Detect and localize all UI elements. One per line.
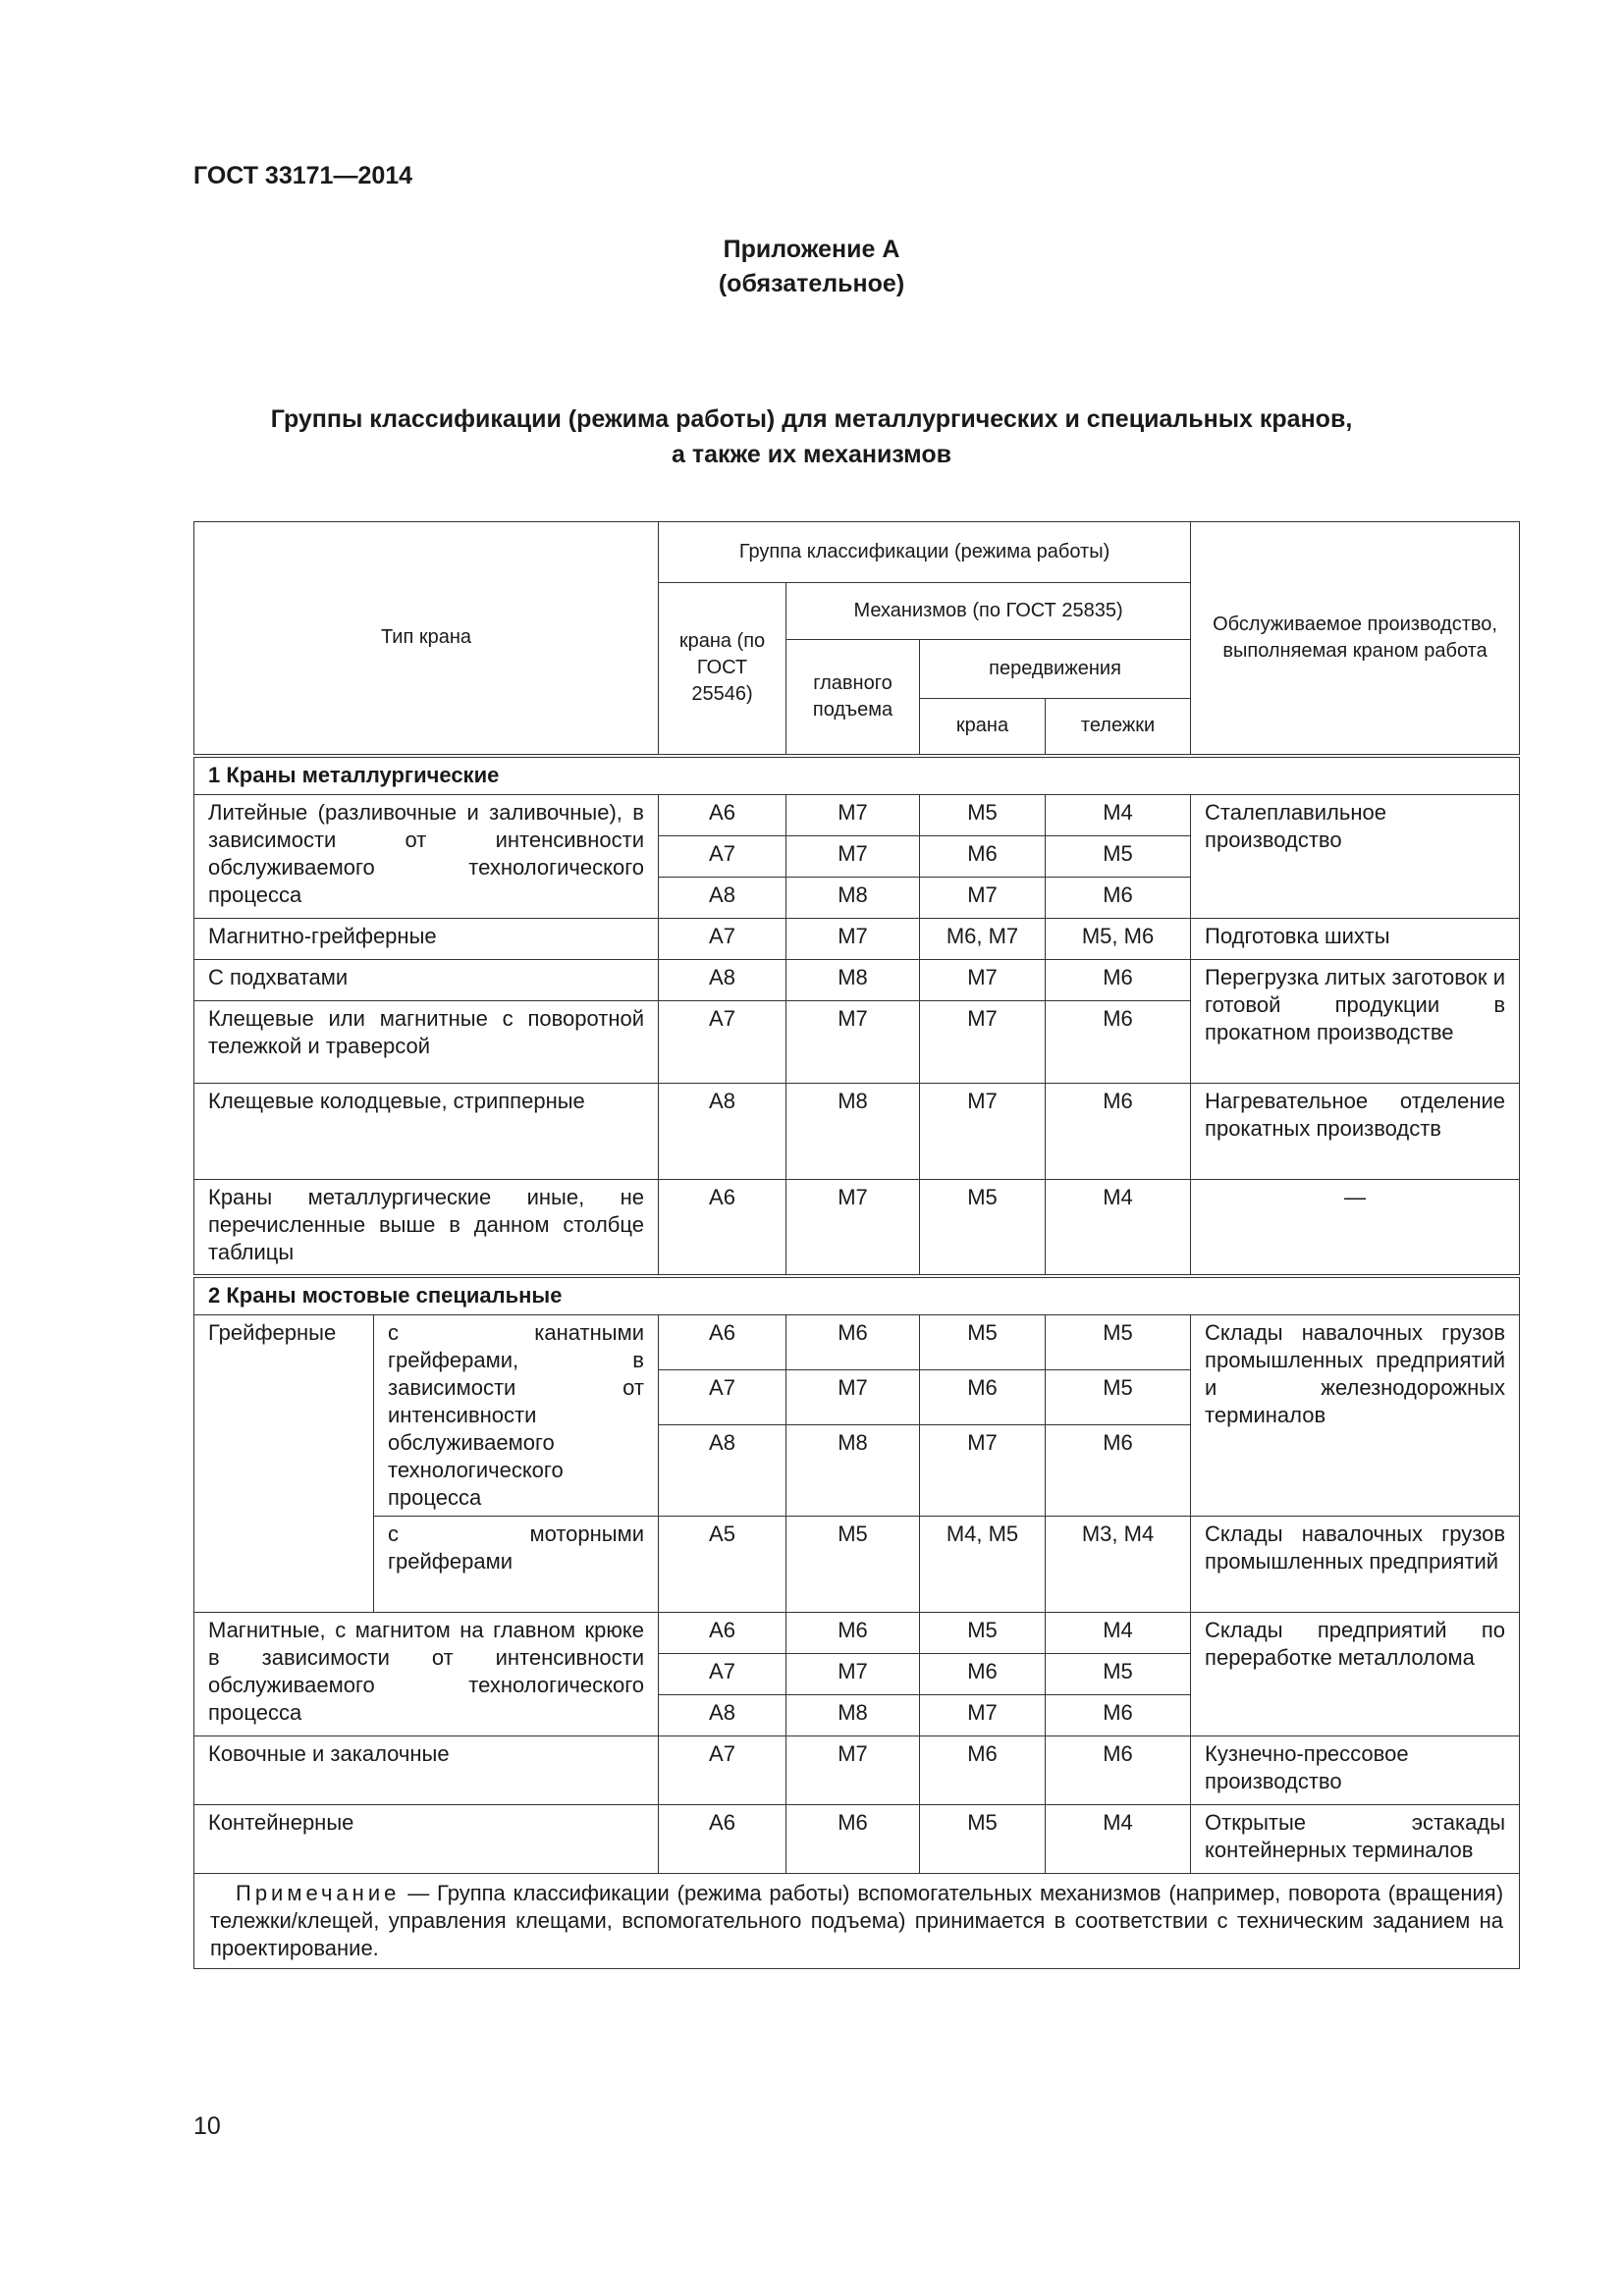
cell-value: А8: [659, 1424, 786, 1516]
cell-value: М7: [920, 1084, 1046, 1180]
row-container-label: Контейнерные: [194, 1805, 659, 1874]
cell-value: М7: [920, 1001, 1046, 1084]
cell-value: М8: [786, 960, 920, 1001]
cell-value: М8: [786, 1084, 920, 1180]
table-title-line2: а также их механизмов: [672, 441, 951, 468]
cell-value: М4: [1046, 1805, 1191, 1874]
classification-table: [193, 521, 1520, 1969]
cell-value: А7: [659, 1736, 786, 1805]
row-other-label: Краны металлургические иные, не перечисленные выше в данном столбце таблицы: [194, 1180, 659, 1276]
header-travel-crane: крана: [920, 699, 1046, 756]
cell-value: А7: [659, 1001, 786, 1084]
cell-value: М7: [786, 836, 920, 878]
row-rope-grab-label: с канатными грейферами, в зависимости от интенсивности обслуживаемого технологического процесса: [374, 1315, 659, 1517]
header-travel: передвижения: [920, 640, 1191, 699]
cell-value: М8: [786, 878, 920, 919]
appendix-title: Приложение А: [723, 236, 900, 263]
row-tong-label: Клещевые или магнитные с поворотной тележкой и траверсой: [194, 1001, 659, 1084]
appendix-status: (обязательное): [718, 270, 905, 297]
cell-value: А6: [659, 795, 786, 836]
cell-value: М6: [1046, 1001, 1191, 1084]
cell-value: М6, М7: [920, 919, 1046, 960]
document-code: ГОСТ 33171—2014: [193, 162, 413, 189]
cell-value: М7: [786, 919, 920, 960]
cell-value: М7: [786, 1654, 920, 1695]
cell-value: М6: [1046, 960, 1191, 1001]
header-mechanisms: Механизмов (по ГОСТ 25835): [786, 583, 1191, 640]
header-crane-type: Тип крана: [194, 522, 659, 756]
page-number: 10: [193, 2112, 221, 2140]
cell-value: А5: [659, 1517, 786, 1613]
header-travel-trolley: тележки: [1046, 699, 1191, 756]
header-main-hoist: главного подъема: [786, 640, 920, 756]
cell-value: М6: [920, 1654, 1046, 1695]
row-magnetic-label: Магнитные, с магнитом на главном крюке в зависимости от интенсивности обслуживаемого технологического процесса: [194, 1613, 659, 1736]
cell-value: М5: [920, 1315, 1046, 1370]
cell-value: М5: [920, 1805, 1046, 1874]
row-grab-label: Грейферные: [194, 1315, 374, 1613]
cell-value: А8: [659, 1695, 786, 1736]
cell-value: М6: [1046, 1736, 1191, 1805]
cell-value: М6: [786, 1613, 920, 1654]
cell-value: М6: [1046, 1084, 1191, 1180]
cell-value: М6: [1046, 1424, 1191, 1516]
cell-value: М5, М6: [1046, 919, 1191, 960]
row-rope-grab-service: Склады навалочных грузов промышленных предприятий и железнодорожных терминалов: [1191, 1315, 1520, 1517]
header-service: Обслуживаемое производство, выполняемая краном работа: [1191, 522, 1520, 756]
cell-value: А6: [659, 1613, 786, 1654]
row-magnet-grab-label: Магнитно-грейферные: [194, 919, 659, 960]
cell-value: М5: [1046, 1369, 1191, 1424]
cell-value: М6: [920, 836, 1046, 878]
cell-value: М7: [786, 1001, 920, 1084]
cell-value: М6: [920, 1736, 1046, 1805]
cell-value: М6: [786, 1315, 920, 1370]
header-crane-gost: крана (по ГОСТ 25546): [659, 583, 786, 756]
row-casting-service: Сталеплавильное производство: [1191, 795, 1520, 919]
cell-value: А6: [659, 1180, 786, 1276]
row-magnet-grab-service: Подготовка шихты: [1191, 919, 1520, 960]
cell-value: М7: [786, 795, 920, 836]
cell-value: М5: [1046, 836, 1191, 878]
cell-value: М4: [1046, 1613, 1191, 1654]
cell-value: М4, М5: [920, 1517, 1046, 1613]
cell-value: М7: [786, 1180, 920, 1276]
cell-value: А7: [659, 836, 786, 878]
cell-value: М6: [1046, 878, 1191, 919]
table-title-line1: Группы классификации (режима работы) для металлургических и специальных кранов,: [270, 405, 1353, 433]
cell-value: А6: [659, 1805, 786, 1874]
row-pit-service: Нагревательное отделение прокатных производств: [1191, 1084, 1520, 1180]
row-hooks-tong-service: Перегрузка литых заготовок и готовой продукции в прокатном производстве: [1191, 960, 1520, 1084]
row-motor-grab-service: Склады навалочных грузов промышленных предприятий: [1191, 1517, 1520, 1613]
cell-value: М7: [920, 1424, 1046, 1516]
row-forging-service: Кузнечно-прессовое производство: [1191, 1736, 1520, 1805]
cell-value: А7: [659, 1369, 786, 1424]
row-magnetic-service: Склады предприятий по переработке металлолома: [1191, 1613, 1520, 1736]
cell-value: М3, М4: [1046, 1517, 1191, 1613]
cell-value: М5: [920, 1180, 1046, 1276]
row-motor-grab-label: с моторными грейферами: [374, 1517, 659, 1613]
row-pit-label: Клещевые колодцевые, стрипперные: [194, 1084, 659, 1180]
row-forging-label: Ковочные и закалочные: [194, 1736, 659, 1805]
cell-value: М4: [1046, 795, 1191, 836]
cell-value: М5: [786, 1517, 920, 1613]
cell-value: А8: [659, 1084, 786, 1180]
row-other-service: —: [1191, 1180, 1520, 1276]
row-casting-label: Литейные (разливочные и заливочные), в зависимости от интенсивности обслуживаемого технологического процесса: [194, 795, 659, 919]
cell-value: М7: [920, 960, 1046, 1001]
note-label: Примечание: [236, 1881, 401, 1905]
cell-value: М8: [786, 1695, 920, 1736]
cell-value: М7: [786, 1736, 920, 1805]
cell-value: М7: [920, 1695, 1046, 1736]
cell-value: М6: [1046, 1695, 1191, 1736]
cell-value: М4: [1046, 1180, 1191, 1276]
cell-value: М6: [920, 1369, 1046, 1424]
header-group: Группа классификации (режима работы): [659, 522, 1191, 583]
cell-value: М5: [1046, 1315, 1191, 1370]
cell-value: М5: [920, 1613, 1046, 1654]
row-hooks-label: С подхватами: [194, 960, 659, 1001]
cell-value: А7: [659, 1654, 786, 1695]
row-container-service: Открытые эстакады контейнерных терминалов: [1191, 1805, 1520, 1874]
note-text: — Группа классификации (режима работы) вспомогательных механизмов (например, поворота (вращения) тележки/клещей, управления клещами, вспомогательного подъема) принимается в соответствии с техническим заданием на проектирование.: [210, 1881, 1504, 1960]
cell-value: М7: [786, 1369, 920, 1424]
cell-value: М5: [920, 795, 1046, 836]
table-note: [194, 1874, 1520, 1969]
cell-value: А8: [659, 878, 786, 919]
cell-value: М6: [786, 1805, 920, 1874]
cell-value: А6: [659, 1315, 786, 1370]
section-1-heading: 1 Краны металлургические: [194, 756, 1520, 795]
cell-value: А7: [659, 919, 786, 960]
section-2-heading: 2 Краны мостовые специальные: [194, 1276, 1520, 1315]
cell-value: М5: [1046, 1654, 1191, 1695]
cell-value: А8: [659, 960, 786, 1001]
cell-value: М8: [786, 1424, 920, 1516]
cell-value: М7: [920, 878, 1046, 919]
